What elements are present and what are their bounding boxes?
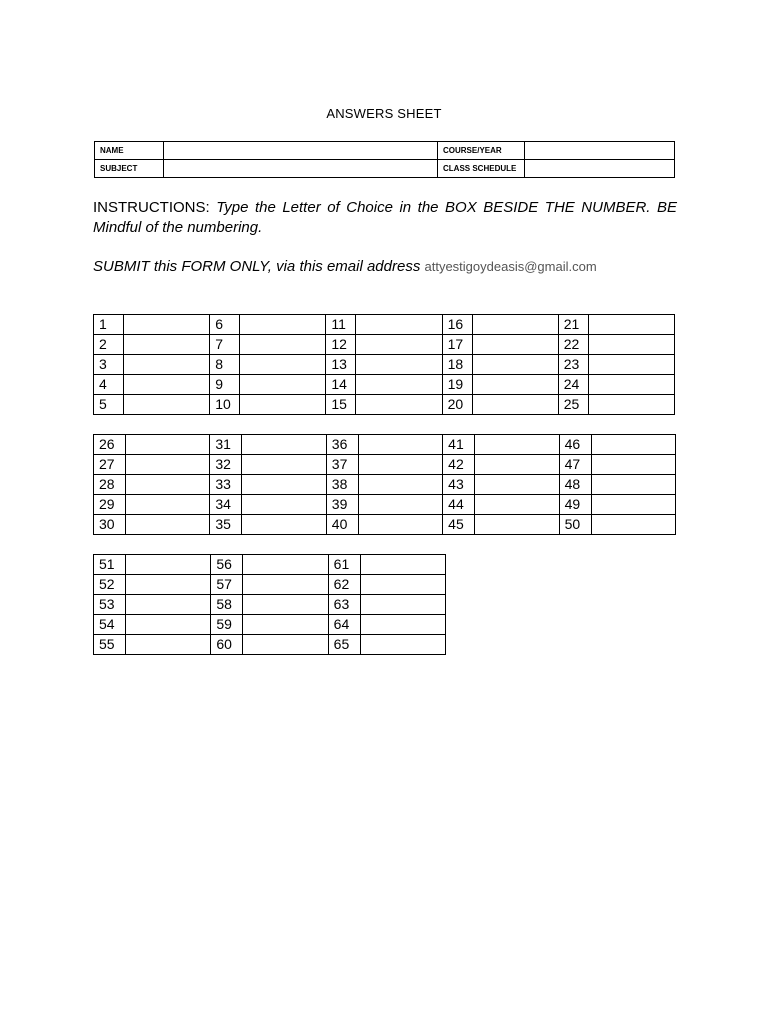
answer-box[interactable]: [126, 595, 211, 615]
subject-label: SUBJECT: [95, 160, 164, 178]
question-number: 3: [94, 355, 124, 375]
question-number: 8: [210, 355, 240, 375]
answer-row: [94, 355, 675, 375]
answer-box[interactable]: [240, 375, 326, 395]
answer-box[interactable]: [240, 335, 326, 355]
question-number: 9: [210, 375, 240, 395]
question-number: 40: [326, 515, 358, 535]
answer-box[interactable]: [591, 455, 675, 475]
answer-box[interactable]: [472, 315, 558, 335]
question-number: 11: [326, 315, 356, 335]
question-number: 17: [442, 335, 472, 355]
answer-row: [94, 635, 446, 655]
question-number: 44: [443, 495, 475, 515]
answer-box[interactable]: [242, 495, 326, 515]
question-number: 27: [94, 455, 126, 475]
answer-box[interactable]: [475, 475, 559, 495]
answer-box[interactable]: [124, 335, 210, 355]
question-number: 18: [442, 355, 472, 375]
question-number: 31: [210, 435, 242, 455]
answer-box[interactable]: [242, 515, 326, 535]
answer-box[interactable]: [240, 395, 326, 415]
answer-row: [94, 475, 676, 495]
question-number: 4: [94, 375, 124, 395]
question-number: 23: [558, 355, 588, 375]
answer-box[interactable]: [588, 375, 674, 395]
question-number: 56: [211, 555, 243, 575]
question-number: 1: [94, 315, 124, 335]
answer-box[interactable]: [126, 475, 210, 495]
answer-box[interactable]: [356, 335, 442, 355]
course-year-label: COURSE/YEAR: [438, 142, 525, 160]
answer-row: [94, 375, 675, 395]
submit-text: SUBMIT this FORM ONLY, via this email address: [93, 258, 421, 275]
question-number: 14: [326, 375, 356, 395]
answer-box[interactable]: [126, 635, 211, 655]
answer-box[interactable]: [126, 575, 211, 595]
question-number: 51: [94, 555, 126, 575]
answer-box[interactable]: [243, 555, 328, 575]
answer-box[interactable]: [588, 335, 674, 355]
answer-box[interactable]: [124, 375, 210, 395]
question-number: 10: [210, 395, 240, 415]
question-number: 61: [328, 555, 360, 575]
question-number: 6: [210, 315, 240, 335]
question-number: 42: [443, 455, 475, 475]
question-number: 32: [210, 455, 242, 475]
answer-row: [94, 395, 675, 415]
question-number: 2: [94, 335, 124, 355]
answer-row: [94, 315, 675, 335]
question-number: 29: [94, 495, 126, 515]
answer-box[interactable]: [358, 435, 442, 455]
question-number: 34: [210, 495, 242, 515]
answer-box[interactable]: [243, 575, 328, 595]
class-schedule-label: CLASS SCHEDULE: [438, 160, 525, 178]
question-number: 47: [559, 455, 591, 475]
question-number: 48: [559, 475, 591, 495]
question-number: 53: [94, 595, 126, 615]
question-number: 38: [326, 475, 358, 495]
answer-box[interactable]: [126, 455, 210, 475]
question-number: 52: [94, 575, 126, 595]
answer-box[interactable]: [126, 495, 210, 515]
question-number: 19: [442, 375, 472, 395]
question-number: 33: [210, 475, 242, 495]
question-number: 15: [326, 395, 356, 415]
answer-box[interactable]: [472, 355, 558, 375]
question-number: 13: [326, 355, 356, 375]
question-number: 43: [443, 475, 475, 495]
answer-box[interactable]: [240, 355, 326, 375]
question-number: 54: [94, 615, 126, 635]
answer-box[interactable]: [124, 395, 210, 415]
answer-box[interactable]: [360, 555, 445, 575]
answer-box[interactable]: [126, 615, 211, 635]
question-number: 49: [559, 495, 591, 515]
answer-box[interactable]: [126, 435, 210, 455]
question-number: 35: [210, 515, 242, 535]
question-number: 59: [211, 615, 243, 635]
question-number: 55: [94, 635, 126, 655]
answer-box[interactable]: [588, 355, 674, 375]
question-number: 24: [558, 375, 588, 395]
answer-box[interactable]: [242, 455, 326, 475]
answer-row: [94, 455, 676, 475]
answer-box[interactable]: [475, 495, 559, 515]
answer-box[interactable]: [358, 475, 442, 495]
question-number: 26: [94, 435, 126, 455]
question-number: 30: [94, 515, 126, 535]
question-number: 45: [443, 515, 475, 535]
question-number: 21: [558, 315, 588, 335]
instructions: [93, 198, 677, 238]
answer-grid-3: [93, 554, 446, 655]
question-number: 62: [328, 575, 360, 595]
answer-box[interactable]: [242, 475, 326, 495]
answer-row: [94, 335, 675, 355]
question-number: 39: [326, 495, 358, 515]
question-number: 64: [328, 615, 360, 635]
answer-box[interactable]: [358, 455, 442, 475]
question-number: 41: [443, 435, 475, 455]
answer-box[interactable]: [358, 495, 442, 515]
answer-grid-1: [93, 314, 675, 415]
subject-field[interactable]: [164, 160, 438, 178]
answer-box[interactable]: [591, 515, 675, 535]
answer-box[interactable]: [124, 315, 210, 335]
question-number: 50: [559, 515, 591, 535]
answer-box[interactable]: [243, 595, 328, 615]
answer-box[interactable]: [126, 555, 211, 575]
question-number: 5: [94, 395, 124, 415]
answer-box[interactable]: [591, 475, 675, 495]
answer-box[interactable]: [356, 355, 442, 375]
answer-row: [94, 575, 446, 595]
course-year-field[interactable]: [525, 142, 675, 160]
answer-box[interactable]: [356, 375, 442, 395]
answer-box[interactable]: [360, 635, 445, 655]
answer-box[interactable]: [243, 615, 328, 635]
answer-box[interactable]: [240, 315, 326, 335]
answer-box[interactable]: [588, 395, 674, 415]
answer-box[interactable]: [475, 455, 559, 475]
answer-row: [94, 555, 446, 575]
answer-box[interactable]: [242, 435, 326, 455]
answer-box[interactable]: [356, 315, 442, 335]
question-number: 28: [94, 475, 126, 495]
name-label: NAME: [95, 142, 164, 160]
class-schedule-field[interactable]: [525, 160, 675, 178]
answer-box[interactable]: [124, 355, 210, 375]
question-number: 20: [442, 395, 472, 415]
answer-grid-2: [93, 434, 676, 535]
answer-box[interactable]: [360, 575, 445, 595]
answer-box[interactable]: [126, 515, 210, 535]
student-info-table: [94, 141, 675, 178]
email-address: attyestigoydeasis@gmail.com: [424, 259, 597, 274]
answer-box[interactable]: [472, 395, 558, 415]
instructions-text: Type the Letter of Choice in the BOX BESIDE THE NUMBER. BE Mindful of the numbering.: [93, 199, 678, 236]
question-number: 58: [211, 595, 243, 615]
answer-box[interactable]: [472, 335, 558, 355]
question-number: 7: [210, 335, 240, 355]
answer-row: [94, 615, 446, 635]
name-field[interactable]: [164, 142, 438, 160]
question-number: 65: [328, 635, 360, 655]
answer-row: [94, 595, 446, 615]
answer-box[interactable]: [591, 435, 675, 455]
answer-box[interactable]: [475, 515, 559, 535]
answer-row: [94, 495, 676, 515]
question-number: 60: [211, 635, 243, 655]
answer-box[interactable]: [358, 515, 442, 535]
instructions-label: INSTRUCTIONS:: [93, 199, 210, 216]
question-number: 22: [558, 335, 588, 355]
answer-row: [94, 435, 676, 455]
question-number: 46: [559, 435, 591, 455]
question-number: 63: [328, 595, 360, 615]
answer-box[interactable]: [472, 375, 558, 395]
answer-row: [94, 515, 676, 535]
answer-box[interactable]: [475, 435, 559, 455]
question-number: 25: [558, 395, 588, 415]
answer-box[interactable]: [360, 615, 445, 635]
answer-box[interactable]: [591, 495, 675, 515]
question-number: 12: [326, 335, 356, 355]
answer-box[interactable]: [360, 595, 445, 615]
answer-box[interactable]: [356, 395, 442, 415]
question-number: 57: [211, 575, 243, 595]
question-number: 37: [326, 455, 358, 475]
page-title: ANSWERS SHEET: [326, 106, 442, 121]
question-number: 16: [442, 315, 472, 335]
answer-box[interactable]: [243, 635, 328, 655]
submit-note: [93, 257, 677, 277]
question-number: 36: [326, 435, 358, 455]
answer-box[interactable]: [588, 315, 674, 335]
